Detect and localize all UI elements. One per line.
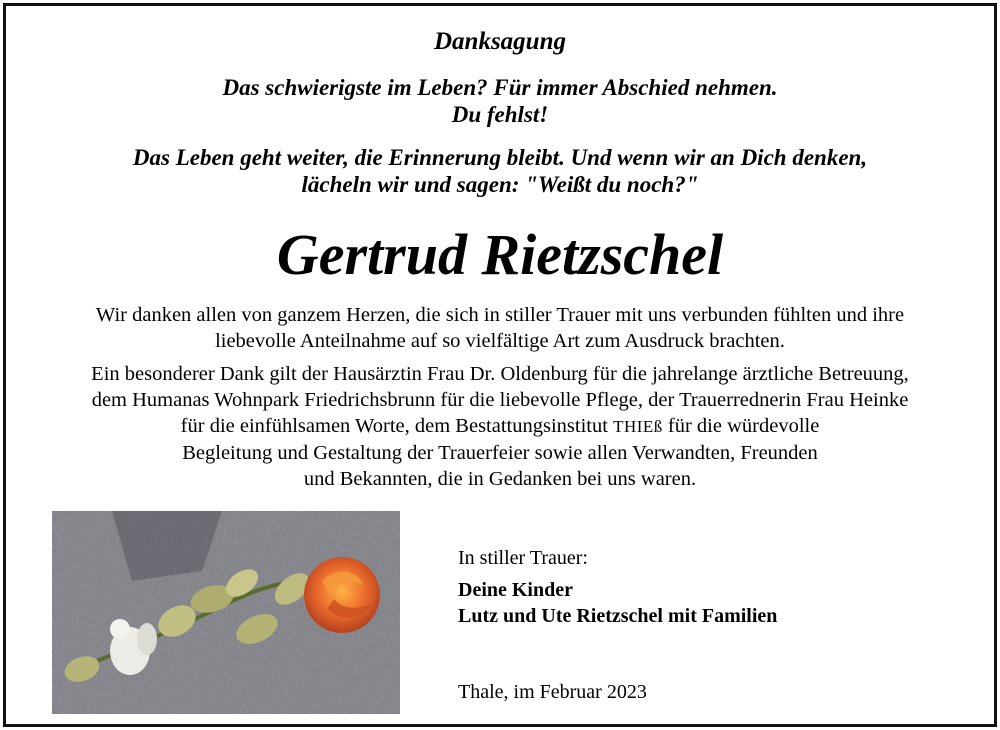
text-segment: für die würdevolle	[662, 415, 820, 437]
text-line	[6, 413, 994, 440]
signature-label: In stiller Trauer:	[458, 547, 588, 569]
text-line: Begleitung und Gestaltung der Trauerfeier sowie allen Verwandten, Freunden	[182, 442, 818, 464]
quote-line: Das schwierigste im Leben? Für immer Abschied nehmen.	[222, 75, 778, 100]
quote-block	[6, 74, 994, 128]
place-and-date: Thale, im Februar 2023	[458, 681, 647, 703]
funeral-home-name: THIEß	[613, 417, 663, 436]
signature-family: Lutz und Ute Rietzschel mit Familien	[458, 605, 778, 627]
memorial-photo	[52, 511, 400, 714]
text-line: liebevolle Anteilnahme auf so vielfältige Art zum Ausdruck brachten.	[215, 330, 785, 352]
text-line: Wir danken allen von ganzem Herzen, die sich in stiller Trauer mit uns verbunden fühlten und ihre	[95, 304, 905, 326]
deceased-name: Gertrud Rietzschel	[276, 222, 724, 287]
notice-heading: Danksagung	[434, 28, 566, 55]
thanks-paragraph-1	[6, 302, 994, 354]
thanks-paragraph-2	[6, 361, 994, 492]
quote-block-2	[6, 144, 994, 198]
text-line: und Bekannten, die in Gedanken bei uns waren.	[303, 468, 697, 490]
signature-children: Deine Kinder	[458, 579, 573, 601]
obituary-notice	[3, 3, 997, 727]
text-segment: für die einfühlsamen Worte, dem Bestattungsinstitut	[180, 415, 614, 437]
quote-line: Du fehlst!	[451, 102, 549, 127]
quote-line: Das Leben geht weiter, die Erinnerung bleibt. Und wenn wir an Dich denken,	[132, 145, 868, 170]
quote-line: lächeln wir und sagen: "Weißt du noch?"	[301, 172, 699, 197]
rose-illustration	[52, 511, 400, 714]
text-line: dem Humanas Wohnpark Friedrichsbrunn für die liebevolle Pflege, der Trauerrednerin Frau Heinke	[91, 389, 909, 411]
text-line: Ein besonderer Dank gilt der Hausärztin Frau Dr. Oldenburg für die jahrelange ärztliche Betreuung,	[91, 363, 909, 385]
